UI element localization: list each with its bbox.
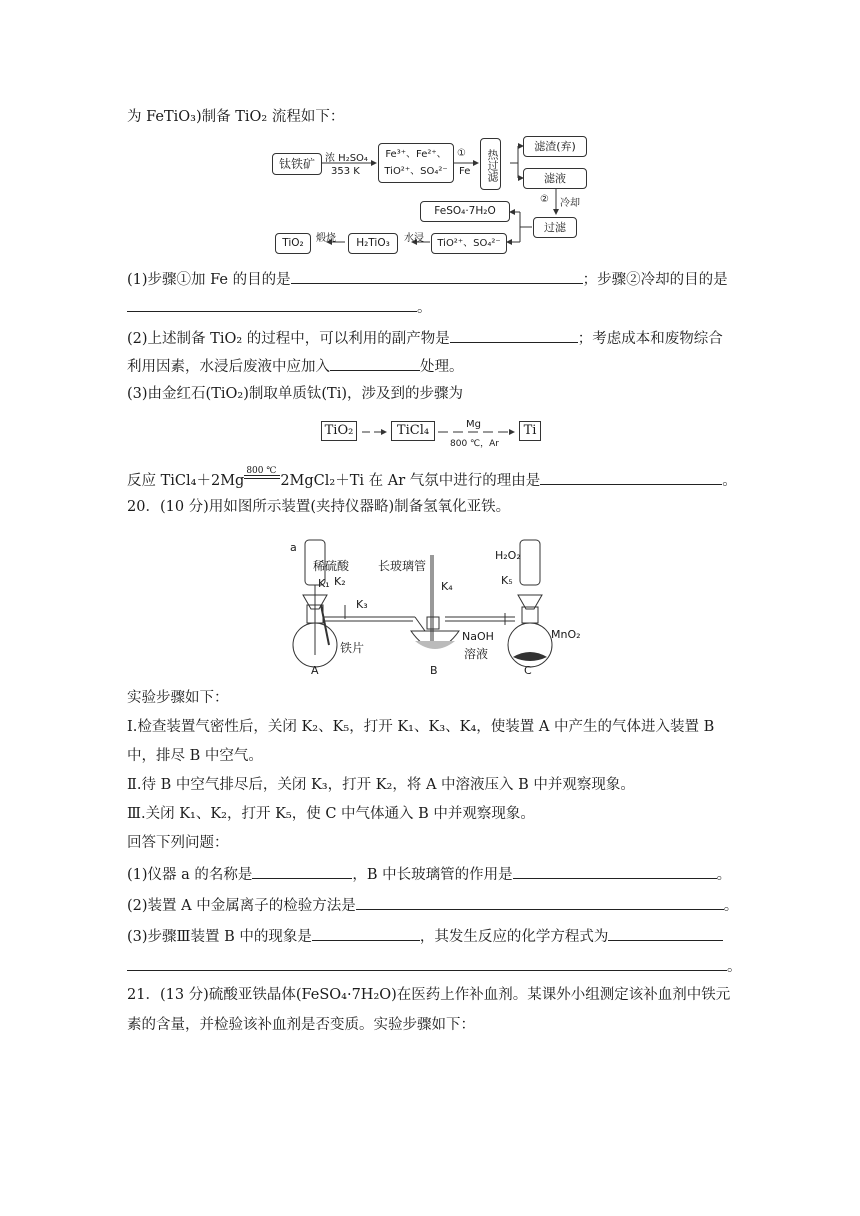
residue-box: 滤渣(弃) bbox=[523, 136, 587, 157]
q2-text-a: (2)上述制备 TiO₂ 的过程中，可以利用的副产物是 bbox=[127, 331, 450, 347]
label-device-b: B bbox=[430, 664, 438, 677]
a3-end: 。 bbox=[727, 959, 742, 975]
step-3: Ⅲ.关闭 K₁、K₂，打开 K₅，使 C 中气体通入 B 中并观察现象。 bbox=[127, 806, 535, 822]
ti-flow-ti: Ti bbox=[519, 421, 541, 441]
steps-title: 实验步骤如下： bbox=[127, 690, 229, 706]
question-1-cont bbox=[127, 296, 432, 318]
a2-blank[interactable] bbox=[356, 894, 724, 910]
question-3-reaction bbox=[127, 466, 737, 491]
hot-filter-box: 热过滤 bbox=[480, 138, 501, 190]
calcine-label: 煅烧 bbox=[316, 233, 336, 244]
reagent-top: 浓 H₂SO₄ bbox=[325, 153, 368, 164]
label-a-funnel: a bbox=[290, 541, 297, 554]
question-1 bbox=[127, 268, 728, 290]
question-2 bbox=[127, 327, 723, 349]
q3-blank[interactable] bbox=[540, 469, 722, 485]
a3-blank-1[interactable] bbox=[312, 925, 420, 941]
a2-end: 。 bbox=[723, 898, 739, 914]
ti-flow-tio2: TiO₂ bbox=[321, 421, 357, 441]
label-dilute-acid: 稀硫酸 bbox=[313, 559, 350, 573]
q1-end: 。 bbox=[417, 300, 432, 316]
q1-blank-2[interactable] bbox=[127, 296, 417, 312]
q1-text-b: ；步骤②冷却的目的是 bbox=[582, 272, 728, 288]
q2-text-d: 处理。 bbox=[420, 359, 464, 375]
step-2: Ⅱ.待 B 中空气排尽后，关闭 K₃，打开 K₂，将 A 中溶液压入 B 中并观察现象。 bbox=[127, 777, 635, 793]
a3-blank-3[interactable] bbox=[127, 955, 727, 971]
answer-title: 回答下列问题： bbox=[127, 835, 229, 851]
ore-box: 钛铁矿 bbox=[272, 153, 322, 175]
ti-flow-arrows bbox=[356, 424, 526, 444]
q1-text-a: (1)步骤①加 Fe 的目的是 bbox=[127, 272, 291, 288]
label-k1: K₁ bbox=[318, 577, 330, 590]
a1-text-b: ，B 中长玻璃管的作用是 bbox=[352, 867, 513, 883]
water-leach-label: 水浸 bbox=[404, 233, 424, 244]
filtrate-box: 滤液 bbox=[523, 168, 587, 189]
question-21-line-1: 21．(13 分)硫酸亚铁晶体(FeSO₄·7H₂O)在医药上作补血剂。某课外小组测定该补血剂中铁元 bbox=[127, 987, 731, 1003]
a2-text-a: (2)装置 A 中金属离子的检验方法是 bbox=[127, 898, 356, 914]
question-21-line-2: 素的含量，并检验该补血剂是否变质。实验步骤如下： bbox=[127, 1017, 475, 1033]
step1-number: ① bbox=[457, 148, 466, 159]
q2-blank-2[interactable] bbox=[330, 355, 420, 371]
a1-blank-2[interactable] bbox=[513, 863, 717, 879]
q2-text-b: ；考虑成本和废物综合 bbox=[577, 331, 723, 347]
a3-text-b: ，其发生反应的化学方程式为 bbox=[419, 929, 609, 945]
equals-sign bbox=[244, 475, 280, 479]
a1-blank-1[interactable] bbox=[252, 863, 352, 879]
ti-flow-ticl4: TiCl₄ bbox=[391, 421, 435, 441]
question-3: (3)由金红石(TiO₂)制取单质钛(Ti)，涉及到的步骤为 bbox=[127, 386, 463, 402]
question-20: 20．(10 分)用如图所示装置(夹持仪器略)制备氢氧化亚铁。 bbox=[127, 499, 511, 515]
q3-reaction-pre: 反应 TiCl₄＋2Mg bbox=[127, 473, 245, 489]
apparatus-drawing bbox=[285, 535, 575, 675]
q2-text-c: 利用因素，水浸后废液中应加入 bbox=[127, 359, 330, 375]
label-long-glass-tube: 长玻璃管 bbox=[378, 559, 427, 573]
a1-text-a: (1)仪器 a 的名称是 bbox=[127, 867, 253, 883]
reagent-bottom: 353 K bbox=[331, 166, 360, 177]
step-1-line-1: Ⅰ.检查装置气密性后，关闭 K₂、K₅，打开 K₁、K₃、K₄，使装置 A 中产生的气体进入装置 B bbox=[127, 719, 715, 735]
feso4-box: FeSO₄·7H₂O bbox=[420, 201, 510, 222]
reaction-condition-text: 800 ℃ bbox=[246, 466, 277, 476]
label-h2o2: H₂O₂ bbox=[495, 549, 521, 562]
label-k2: K₂ bbox=[334, 575, 346, 588]
label-solution: 溶液 bbox=[464, 647, 489, 661]
a1-end: 。 bbox=[716, 867, 732, 883]
tio2-box: TiO₂ bbox=[275, 233, 311, 254]
label-k3: K₃ bbox=[356, 598, 368, 611]
label-device-c: C bbox=[524, 664, 532, 677]
label-k4: K₄ bbox=[441, 580, 453, 593]
ti-flow-mg: Mg bbox=[466, 419, 481, 430]
tio-so4-box: TiO²⁺、SO₄²⁻ bbox=[431, 233, 507, 254]
step2-number: ② bbox=[540, 194, 549, 205]
h2tio3-box: H₂TiO₃ bbox=[348, 233, 398, 254]
ti-flow-condition: 800 ℃，Ar bbox=[450, 439, 500, 449]
label-mno2: MnO₂ bbox=[551, 628, 581, 641]
label-device-a: A bbox=[311, 664, 319, 677]
step1-reagent: Fe bbox=[459, 166, 471, 177]
label-naoh: NaOH bbox=[462, 630, 494, 643]
answer-3-cont bbox=[127, 955, 742, 977]
answer-1 bbox=[127, 863, 731, 885]
question-2-cont bbox=[127, 355, 464, 377]
label-k5: K₅ bbox=[501, 574, 513, 587]
a3-blank-2[interactable] bbox=[608, 925, 723, 941]
filter-box: 过滤 bbox=[533, 217, 577, 238]
a3-text-a: (3)步骤Ⅲ装置 B 中的现象是 bbox=[127, 929, 312, 945]
q1-blank-1[interactable] bbox=[291, 268, 583, 284]
step2-label: 冷却 bbox=[560, 198, 580, 209]
ions-line-2: TiO²⁺、SO₄²⁻ bbox=[384, 166, 448, 177]
answer-2 bbox=[127, 894, 738, 916]
ions-line-1: Fe³⁺、Fe²⁺、 bbox=[385, 149, 447, 160]
q3-end: 。 bbox=[722, 473, 737, 489]
intro-text: 为 FeTiO₃)制备 TiO₂ 流程如下： bbox=[127, 109, 345, 125]
q3-reaction-post: 2MgCl₂＋Ti 在 Ar 气氛中进行的理由是 bbox=[280, 473, 541, 489]
q2-blank-1[interactable] bbox=[450, 327, 578, 343]
step-1-line-2: 中，排尽 B 中空气。 bbox=[127, 748, 263, 764]
reaction-condition bbox=[244, 466, 280, 485]
answer-3 bbox=[127, 925, 723, 947]
ions-box bbox=[378, 143, 454, 183]
label-iron-sheet: 铁片 bbox=[340, 641, 365, 655]
